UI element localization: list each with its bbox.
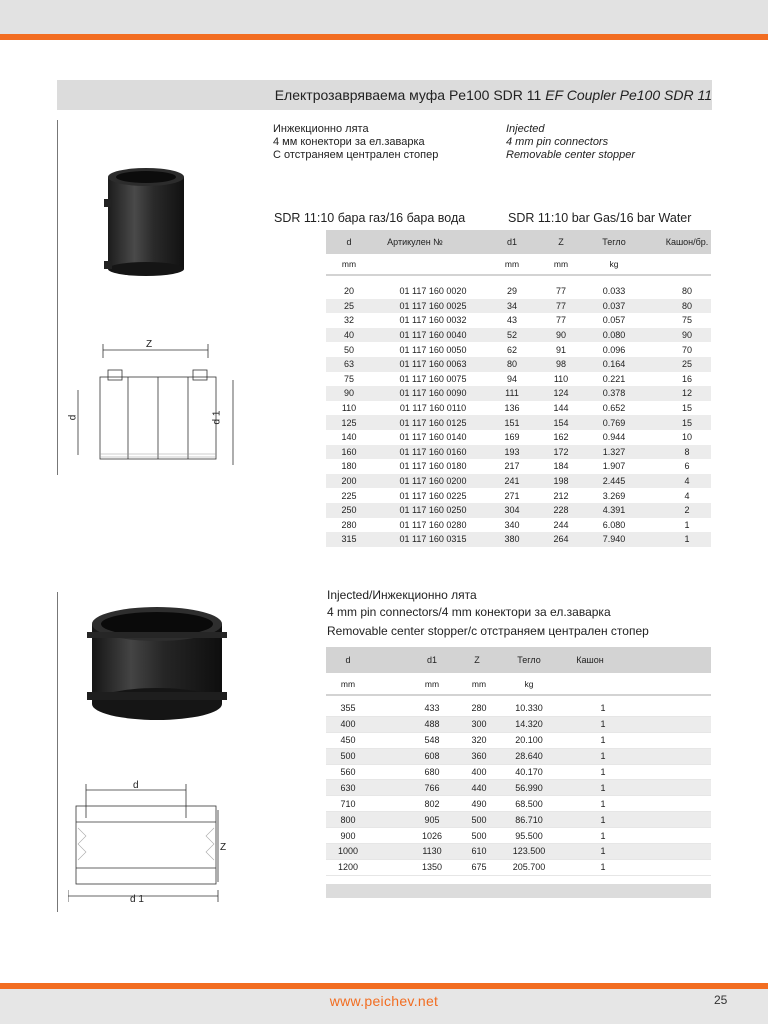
table2-col-z: Z (474, 655, 480, 665)
left-divider-2 (57, 592, 58, 912)
table1-units (326, 254, 711, 274)
table-cell: 800 (340, 814, 356, 825)
table-cell: 1130 (422, 846, 442, 857)
coupler-photo-large (82, 602, 232, 727)
table-cell: 80 (681, 286, 693, 297)
table-cell: 90 (555, 330, 567, 341)
table-cell: 0.057 (602, 315, 626, 326)
table-cell: 1 (600, 846, 606, 857)
table-cell: 70 (681, 344, 693, 355)
table-cell: 20.100 (515, 735, 543, 746)
table-cell: 200 (341, 476, 357, 487)
table-cell: 250 (341, 505, 357, 516)
table-cell: 77 (555, 315, 567, 326)
table-cell: 560 (340, 767, 356, 777)
table-cell: 271 (504, 490, 520, 501)
table-cell: 1 (600, 735, 606, 746)
table-cell: 205.700 (512, 862, 546, 873)
table-large-couplers (326, 647, 711, 898)
feature-bg-3: С отстраняем централен стопер (273, 149, 439, 161)
table-cell: 91 (555, 344, 567, 355)
table-cell: 154 (553, 417, 569, 428)
table-cell: 2 (684, 505, 690, 516)
section2-line-2: 4 mm pin connectors/4 mm конектори за ел.заварка (327, 605, 611, 619)
table-row (326, 765, 711, 781)
table-cell: 123.500 (512, 846, 546, 857)
table1-body (326, 284, 711, 547)
table-cell: 488 (424, 719, 440, 730)
table-row (326, 812, 711, 828)
table-cell: 0.221 (602, 373, 626, 384)
table-cell: 68.500 (515, 798, 543, 809)
table-cell: 608 (424, 751, 440, 762)
table1-unit-weight: kg (609, 259, 619, 269)
table-cell: 98 (555, 359, 567, 370)
table-row (326, 488, 711, 503)
table-cell: 01 117 160 0250 (399, 505, 467, 516)
page-number: 25 (714, 993, 728, 1007)
table1-header (326, 230, 711, 254)
table-cell: 1 (600, 830, 606, 841)
table-cell: 228 (553, 505, 569, 516)
table2-col-d1: d1 (426, 655, 438, 665)
table-cell: 440 (471, 782, 487, 793)
table-cell: 01 117 160 0110 (399, 403, 467, 414)
table2-units (326, 673, 711, 694)
table-cell: 1 (600, 814, 606, 825)
drawing1-d1-label: d 1 (211, 410, 223, 425)
table-row (326, 532, 711, 547)
feature-en-1: Injected (506, 123, 545, 135)
table-cell: 320 (471, 735, 487, 746)
table-cell: 1.327 (602, 446, 626, 457)
table-cell: 160 (341, 446, 357, 457)
table-cell: 802 (424, 798, 440, 809)
table1-col-article: Артикулен № (387, 237, 443, 247)
table-row (326, 701, 711, 717)
table-cell: 1 (600, 751, 606, 762)
table-cell: 12 (681, 388, 693, 399)
table-cell: 433 (424, 703, 440, 714)
technical-drawing-1 (68, 330, 238, 470)
drawing2-z-label: Z (220, 842, 227, 853)
table-cell: 01 117 160 0040 (399, 330, 467, 341)
table2-unit-z: mm (471, 678, 487, 689)
table-cell: 7.940 (602, 534, 626, 545)
table-cell: 110 (341, 403, 357, 414)
table-cell: 01 117 160 0032 (399, 315, 467, 326)
table-cell: 43 (506, 315, 518, 326)
table-cell: 500 (471, 830, 487, 841)
table-cell: 75 (343, 373, 355, 384)
table-cell: 01 117 160 0125 (399, 417, 467, 428)
table-cell: 01 117 160 0200 (399, 476, 467, 487)
table-row (326, 342, 711, 357)
title-bar (57, 80, 712, 110)
table-cell: 360 (471, 751, 487, 762)
table2-header (326, 647, 711, 673)
table-cell: 225 (341, 490, 357, 501)
title-en: EF Coupler Pe100 SDR 11 (545, 87, 712, 103)
table-cell: 680 (424, 767, 440, 777)
table-cell: 340 (504, 519, 520, 530)
table-cell: 3.269 (602, 490, 626, 501)
table1-unit-z: mm (553, 259, 569, 269)
table-cell: 86.710 (515, 814, 543, 825)
table-row (326, 733, 711, 749)
table-cell: 01 117 160 0075 (399, 373, 467, 384)
table-cell: 16 (681, 373, 693, 384)
table-cell: 40 (343, 330, 355, 341)
table-cell: 1200 (337, 862, 359, 873)
feature-en-2: 4 mm pin connectors (506, 136, 609, 148)
table-small-couplers (326, 230, 711, 547)
table-cell: 0.033 (602, 286, 626, 297)
top-orange-stripe (0, 34, 768, 40)
table2-col-weight: Тегло (517, 655, 541, 665)
table-cell: 01 117 160 0315 (399, 534, 467, 545)
section2-line-3: Removable center stopper/с отстраняем централен стопер (327, 624, 649, 638)
table-cell: 0.080 (602, 330, 626, 341)
table-cell: 172 (553, 446, 569, 457)
table-cell: 2.445 (602, 476, 626, 487)
table1-col-d: d (346, 237, 352, 247)
table-cell: 0.096 (602, 344, 626, 355)
feature-bg-2: 4 мм конектори за ел.заварка (273, 136, 425, 148)
table-cell: 4.391 (602, 505, 626, 516)
table-row (326, 796, 711, 812)
table-cell: 50 (343, 344, 355, 355)
table-cell: 01 117 160 0160 (399, 446, 467, 457)
feature-en-3: Removable center stopper (506, 149, 636, 161)
table-cell: 75 (681, 315, 693, 326)
table-cell: 400 (471, 767, 487, 777)
table-cell: 01 117 160 0090 (399, 388, 467, 399)
drawing1-z-label: Z (146, 339, 153, 350)
table-cell: 1 (684, 519, 690, 530)
table-row (326, 415, 711, 430)
table-cell: 675 (471, 862, 487, 873)
table-cell: 450 (340, 735, 356, 746)
table-cell: 0.944 (602, 432, 626, 443)
table-cell: 0.769 (602, 417, 626, 428)
table-cell: 10.330 (515, 703, 543, 714)
coupler-photo-small (96, 165, 196, 280)
table-cell: 169 (504, 432, 520, 443)
table2-col-d: d (345, 655, 351, 665)
table2-footer-bar (326, 884, 711, 898)
table-row (326, 459, 711, 474)
table-cell: 140 (341, 432, 357, 443)
table-cell: 315 (341, 534, 357, 545)
table-cell: 184 (553, 461, 569, 472)
table-cell: 217 (504, 461, 520, 472)
table-cell: 180 (341, 461, 357, 472)
table-cell: 15 (681, 403, 693, 414)
table-cell: 0.378 (602, 388, 626, 399)
table-cell: 80 (506, 359, 518, 370)
table1-col-weight: Тегло (602, 237, 626, 247)
table1-col-box: Кашон/бр. (665, 237, 709, 247)
table-cell: 1 (600, 719, 606, 730)
page-title (275, 87, 712, 103)
table-cell: 01 117 160 0020 (399, 286, 467, 297)
table-cell: 125 (341, 417, 357, 428)
table-cell: 1 (600, 767, 606, 777)
table-cell: 400 (340, 719, 356, 730)
table-cell: 1350 (421, 862, 443, 873)
table-row (326, 284, 711, 299)
table-cell: 25 (343, 300, 355, 311)
table-cell: 1000 (337, 846, 359, 857)
table-cell: 212 (553, 490, 569, 501)
table-cell: 136 (504, 403, 520, 414)
table-row (326, 717, 711, 733)
table-cell: 77 (555, 286, 567, 297)
table-cell: 01 117 160 0280 (399, 519, 467, 530)
top-gray-band (0, 0, 768, 34)
table-cell: 1 (600, 703, 606, 714)
table-cell: 198 (553, 476, 569, 487)
table2-unit-weight: kg (524, 678, 534, 689)
table2-unit-d1: mm (424, 678, 440, 689)
table-cell: 1 (600, 862, 606, 873)
table-cell: 6 (684, 461, 690, 472)
technical-drawing-2 (68, 778, 243, 908)
table-cell: 25 (681, 359, 693, 370)
section2-line-1: Injected/Инжекционно лята (327, 588, 477, 602)
table-cell: 4 (684, 490, 690, 501)
table-cell: 40.170 (515, 767, 543, 777)
table-cell: 20 (343, 286, 355, 297)
table-cell: 01 117 160 0025 (399, 300, 467, 311)
table-row (326, 445, 711, 460)
table-cell: 15 (681, 417, 693, 428)
table-cell: 241 (504, 476, 520, 487)
table-cell: 95.500 (515, 830, 543, 841)
table-row (326, 328, 711, 343)
table-cell: 01 117 160 0225 (399, 490, 467, 501)
table-row (326, 313, 711, 328)
table-cell: 77 (555, 300, 567, 311)
table-cell: 500 (340, 751, 356, 762)
table-cell: 905 (424, 814, 440, 825)
table2-col-box: Кашон (576, 655, 604, 665)
table-cell: 94 (506, 373, 518, 384)
table-cell: 29 (506, 286, 518, 297)
table-row (326, 749, 711, 765)
table-cell: 124 (553, 388, 569, 399)
table-cell: 4 (684, 476, 690, 487)
table-cell: 90 (681, 330, 693, 341)
table-row (326, 844, 711, 860)
table-cell: 14.320 (515, 719, 543, 730)
feature-bg-1: Инжекционно лята (273, 123, 369, 135)
sdr-en: SDR 11:10 bar Gas/16 bar Water (508, 211, 692, 225)
website-link[interactable]: www.peichev.net (329, 993, 439, 1009)
table-cell: 144 (553, 403, 569, 414)
table-cell: 500 (471, 814, 487, 825)
table-row (326, 401, 711, 416)
title-bg: Електрозавряваема муфа Pe100 SDR 11 (274, 87, 546, 103)
table-cell: 610 (471, 846, 487, 857)
table-cell: 8 (684, 446, 690, 457)
table-cell: 90 (343, 388, 355, 399)
table-cell: 151 (504, 417, 520, 428)
table-cell: 110 (553, 373, 569, 384)
table-row (326, 503, 711, 518)
table-cell: 80 (681, 300, 693, 311)
table1-unit-d1: mm (504, 259, 520, 269)
table-cell: 0.164 (602, 359, 626, 370)
table-cell: 63 (343, 359, 355, 370)
table-cell: 28.640 (515, 751, 543, 762)
table-cell: 1 (684, 534, 690, 545)
table-cell: 56.990 (515, 782, 543, 793)
table-cell: 32 (343, 315, 355, 326)
table-cell: 162 (553, 432, 569, 443)
table-row (326, 430, 711, 445)
table-row (326, 828, 711, 844)
table-row (326, 474, 711, 489)
table-cell: 52 (506, 330, 518, 341)
table-cell: 304 (504, 505, 520, 516)
drawing1-d-label: d (67, 414, 79, 421)
table-cell: 0.037 (602, 300, 626, 311)
table-cell: 710 (340, 798, 356, 809)
table2-body (326, 701, 711, 876)
table-cell: 380 (504, 534, 520, 545)
table-cell: 0.652 (602, 403, 626, 414)
table-cell: 280 (341, 519, 357, 530)
table-cell: 264 (553, 534, 569, 545)
table-cell: 1026 (421, 830, 443, 841)
table-row (326, 372, 711, 387)
table-cell: 1 (600, 782, 606, 793)
table-cell: 10 (681, 432, 693, 443)
table1-unit-d: mm (341, 259, 357, 269)
table-cell: 1.907 (602, 461, 626, 472)
table-cell: 01 117 160 0180 (399, 461, 467, 472)
table-row (326, 860, 711, 876)
drawing2-d1-label: d 1 (130, 894, 144, 905)
table-cell: 111 (505, 388, 519, 399)
left-divider-1 (57, 120, 58, 475)
table-cell: 280 (471, 703, 487, 714)
table-cell: 244 (553, 519, 569, 530)
table-row (326, 518, 711, 533)
table-cell: 300 (471, 719, 487, 730)
table-cell: 01 117 160 0050 (399, 344, 467, 355)
features-en (506, 123, 635, 162)
table-cell: 01 117 160 0063 (399, 359, 467, 370)
sdr-bg: SDR 11:10 бара газ/16 бара вода (274, 211, 466, 225)
table-cell: 34 (506, 300, 518, 311)
table-row (326, 299, 711, 314)
drawing2-d-label: d (133, 780, 139, 791)
table-cell: 630 (340, 782, 356, 793)
table-cell: 62 (506, 344, 518, 355)
table-row (326, 357, 711, 372)
table-cell: 6.080 (602, 519, 626, 530)
table-row (326, 780, 711, 796)
features-bg (273, 123, 438, 162)
table1-col-d1: d1 (506, 237, 518, 247)
table1-col-z: Z (558, 237, 564, 247)
table-cell: 355 (340, 703, 356, 714)
table-cell: 490 (471, 798, 487, 809)
table-cell: 01 117 160 0140 (399, 432, 467, 443)
table-cell: 900 (340, 830, 356, 841)
table-cell: 548 (424, 735, 440, 746)
table-cell: 766 (424, 782, 440, 793)
table-row (326, 386, 711, 401)
table2-unit-d: mm (340, 678, 356, 689)
table-cell: 193 (504, 446, 520, 457)
table-cell: 1 (600, 798, 606, 809)
